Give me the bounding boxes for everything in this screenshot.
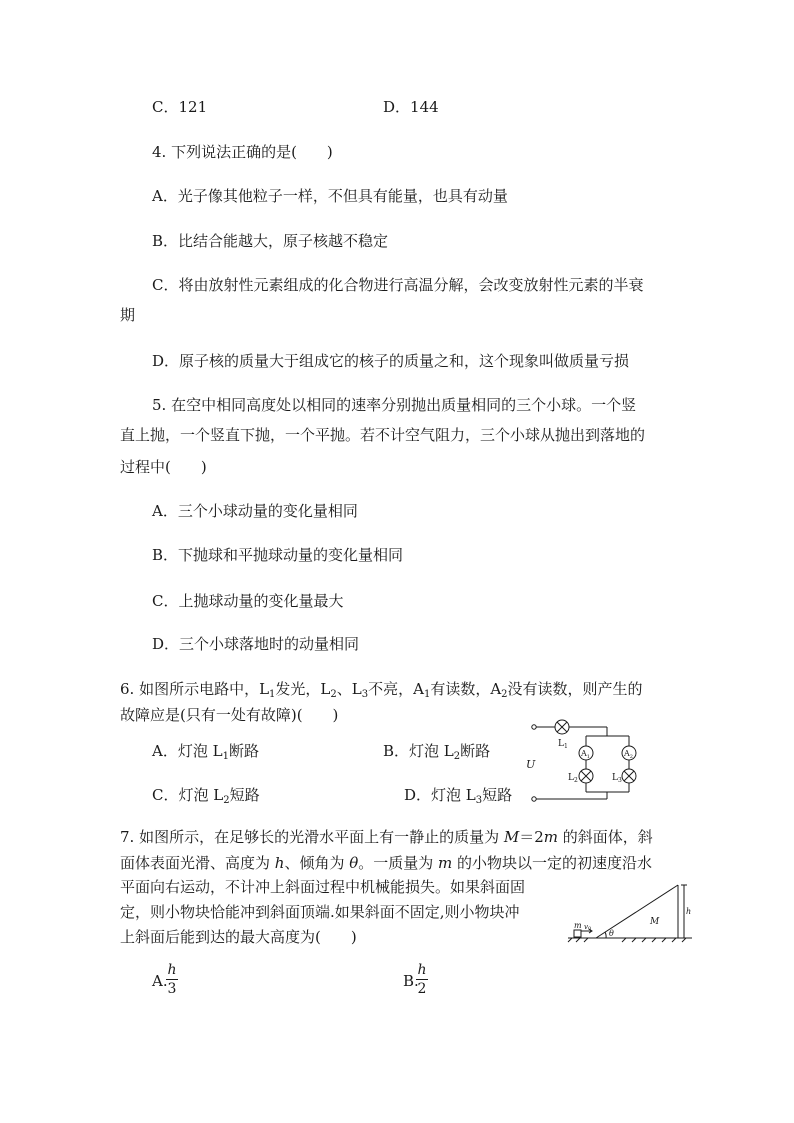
- q3-option-d: D．144: [383, 98, 439, 116]
- q7-stem-line2: 面体表面光滑、高度为 h、倾角为 θ。一质量为 m 的小物块以一定的初速度沿水: [120, 854, 653, 872]
- q6-stem-line2: 故障应是(只有一处有故障)( ): [120, 706, 339, 724]
- q4-stem: 4. 下列说法正确的是( ): [152, 143, 333, 161]
- q4-option-c-line2: 期: [120, 306, 136, 324]
- q4-option-a: A．光子像其他粒子一样，不但具有能量，也具有动量: [152, 187, 508, 205]
- incline-diagram: [566, 878, 696, 944]
- label-u: U: [526, 758, 536, 771]
- q6-stem-line1: 6. 如图所示电路中，$L_1$发光，$L_2$、$L_3$不亮，$A_1$有读数，$A_2$没有读数，则产生的: [120, 680, 643, 700]
- label-big-m: M: [650, 917, 660, 927]
- q5-option-b: B．下抛球和平抛球动量的变化量相同: [152, 546, 404, 564]
- label-l1: $L_1$: [558, 739, 568, 750]
- label-l3: $L_3$: [612, 773, 622, 784]
- q5-stem-line2: 直上抛，一个竖直下抛，一个平抛。若不计空气阻力，三个小球从抛出到落地的: [120, 426, 646, 444]
- q4-option-d: D．原子核的质量大于组成它的核子的质量之和，这个现象叫做质量亏损: [152, 352, 630, 370]
- label-h: h: [686, 907, 692, 916]
- circuit-diagram: [524, 718, 650, 806]
- lamp-l2-icon: [579, 769, 593, 783]
- q7-option-a-fraction: h 3: [167, 962, 177, 997]
- label-l2: $L_2$: [568, 773, 578, 784]
- q4-option-c-line1: C．将由放射性元素组成的化合物进行高温分解，会改变放射性元素的半衰: [152, 276, 644, 294]
- q3-option-c: C．121: [152, 98, 208, 116]
- q7-option-b-label: B.: [403, 972, 419, 990]
- q5-option-c: C．上抛球动量的变化量最大: [152, 592, 344, 610]
- small-block: [574, 930, 581, 937]
- lamp-l3-icon: [622, 769, 636, 783]
- lamp-l1-icon: [555, 720, 569, 734]
- label-a1: $A_1$: [581, 749, 590, 760]
- q4-option-b: B．比结合能越大，原子核越不稳定: [152, 232, 389, 250]
- q7-stem-line3: 平面向右运动，不计冲上斜面过程中机械能损失。如果斜面固: [120, 878, 526, 896]
- q5-option-d: D．三个小球落地时的动量相同: [152, 635, 360, 653]
- q7-option-a-label: A.: [152, 972, 168, 990]
- q7-stem-line4: 定，则小物块恰能冲到斜面顶端.如果斜面不固定,则小物块冲: [120, 903, 520, 921]
- terminal-bottom: [532, 797, 536, 801]
- label-a2: $A_2$: [624, 749, 633, 760]
- label-v0: v0: [584, 923, 592, 932]
- label-m: m: [574, 921, 582, 930]
- q5-stem-line3: 过程中( ): [120, 458, 207, 476]
- terminal-top: [532, 725, 536, 729]
- q5-stem-line1: 5. 在空中相同高度处以相同的速率分别抛出质量相同的三个小球。一个竖: [152, 396, 637, 414]
- label-theta: θ: [609, 929, 614, 938]
- q6-option-a: A．灯泡 $L_1$断路: [152, 742, 259, 762]
- q5-option-a: A．三个小球动量的变化量相同: [152, 502, 358, 520]
- q7-option-b-fraction: h 2: [417, 962, 427, 997]
- q6-option-b: B．灯泡 $L_2$断路: [383, 742, 491, 762]
- q6-option-c: C．灯泡 $L_2$短路: [152, 786, 260, 806]
- q6-option-d: D．灯泡 $L_3$短路: [404, 786, 513, 806]
- q7-stem-line1: 7. 如图所示，在足够长的光滑水平面上有一静止的质量为 M＝2m 的斜面体，斜: [120, 828, 653, 846]
- q7-stem-line5: 上斜面后能到达的最大高度为( ): [120, 928, 357, 946]
